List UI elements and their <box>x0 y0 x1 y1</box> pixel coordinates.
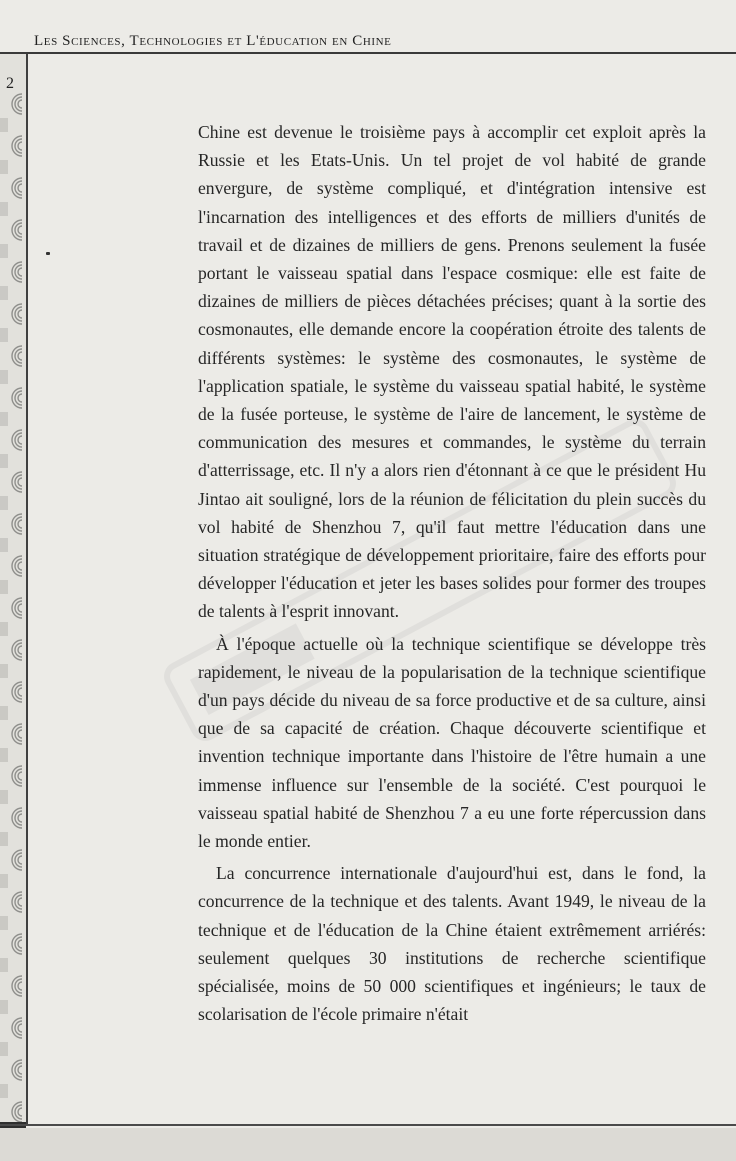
body-text <box>198 118 706 1033</box>
spiral-motif-icon <box>0 178 22 215</box>
spiral-motif-icon <box>0 892 22 929</box>
spiral-motif-icon <box>0 682 22 719</box>
spiral-motif-icon <box>0 220 22 257</box>
header-rule <box>0 52 736 54</box>
spiral-motif-icon <box>0 850 22 887</box>
spiral-motif-icon <box>0 976 22 1013</box>
ink-speck <box>46 252 50 255</box>
spiral-pattern-icon <box>0 54 26 1126</box>
spiral-motif-icon <box>0 346 22 383</box>
spiral-motif-icon <box>0 556 22 593</box>
spiral-motif-icon <box>0 262 22 299</box>
decorative-margin-border <box>0 54 28 1126</box>
spiral-motif-icon <box>0 766 22 803</box>
spiral-motif-icon <box>0 1060 22 1097</box>
page-number: 2 <box>6 75 14 92</box>
spiral-motif-icon <box>0 934 22 971</box>
spiral-motif-icon <box>0 640 22 677</box>
spiral-motif-icon <box>0 136 22 173</box>
spiral-motif-icon <box>0 472 22 509</box>
paragraph: À l'époque actuelle où la technique scientifique se développe très rapidement, le niveau de la popularisation de la technique scientifique d'un pays décide du niveau de sa force productive et de sa culture, ainsi que de sa capacité de création. Chaque découverte scientifique et invention technique importante dans l'histoire de l'être humain a une immense influence sur l'ensemble de la société. C'est pourquoi le vaisseau spatial habité de Shenzhou 7 a eu une forte répercussion dans le monde entier. <box>198 633 706 852</box>
spiral-motif-icon <box>0 304 22 341</box>
spiral-motif-icon <box>0 430 22 467</box>
spiral-motif-icon <box>0 808 22 845</box>
bottom-rule <box>0 1124 736 1126</box>
spiral-motif-icon <box>0 1018 22 1055</box>
spiral-motif-icon <box>0 94 22 131</box>
page-bottom-edge <box>0 1128 736 1161</box>
spiral-motif-icon <box>0 598 22 635</box>
spiral-motif-icon <box>0 514 22 551</box>
running-title: Les Sciences, Technologies et L'éducation en Chine <box>34 33 392 49</box>
spiral-motif-icon <box>0 724 22 761</box>
spiral-motif-icon <box>0 388 22 425</box>
paragraph: Chine est devenue le troisième pays à accomplir cet exploit après la Russie et les Etats-Unis. Un tel projet de vol habité de grande envergure, de système compliqué, et d'intégration intensive est l'incarnation des intelligences et des efforts de milliers d'unités de travail et de dizaines de milliers de gens. Prenons seulement la fusée portant le vaisseau spatial dans l'espace cosmique: elle est faite de dizaines de milliers de pièces détachées précises; quant à la sortie des cosmonautes, elle demande encore la coopération étroite des talents de différents systèmes: le système des cosmonautes, le système de l'application spatiale, le système du vaisseau spatial habité, le système de la fusée porteuse, le système de l'aire de lancement, le système de communication des mesures et commandes, le système du terrain d'atterrissage, etc. Il n'y a alors rien d'étonnant à ce que le président Hu Jintao ait souligné, lors de la réunion de félicitation du plein succès du vol habité de Shenzhou 7, qu'il faut mettre l'éducation dans une situation stratégique de développement prioritaire, faire des efforts pour développer l'éducation et jeter les bases solides pour former des troupes de talents à l'esprit innovant. <box>198 122 706 622</box>
paragraph: La concurrence internationale d'aujourd'hui est, dans le fond, la concurrence de la technique et des talents. Avant 1949, le niveau de la technique et de l'éducation de la Chine étaient extrêmement arriérés: seulement quelques 30 institutions de recherche scientifique spécialisée, moins de 50 000 scientifiques et ingénieurs; le taux de scolarisation de l'école primaire n'était <box>198 863 706 1025</box>
